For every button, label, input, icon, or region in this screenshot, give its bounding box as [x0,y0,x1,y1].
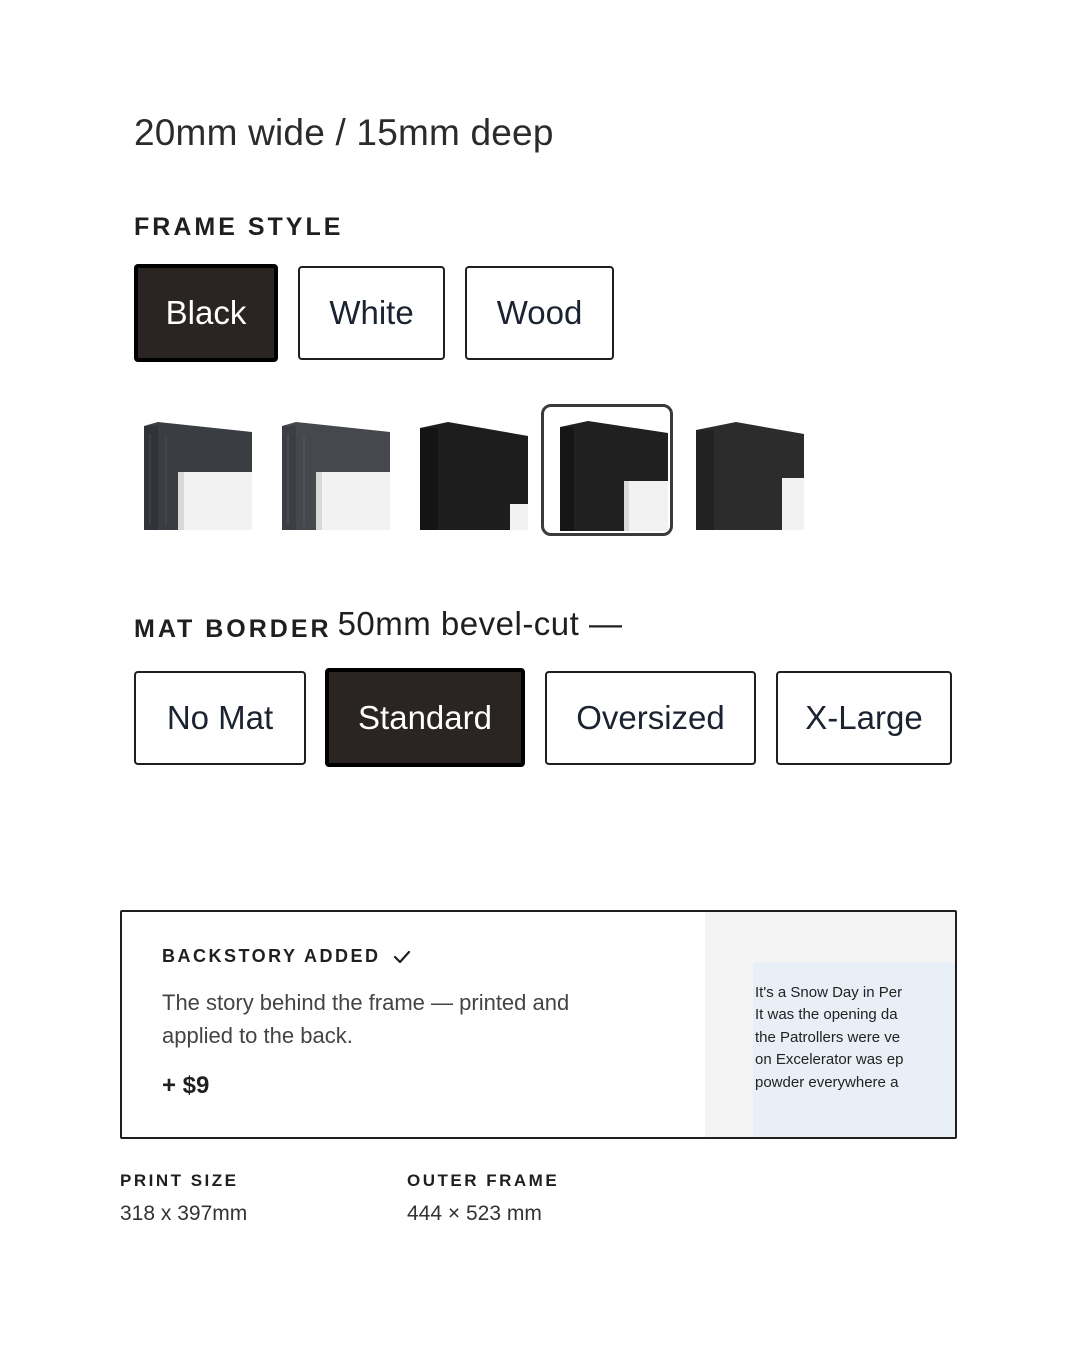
frame-thumbnail-4[interactable] [541,404,673,536]
frame-style-label: FRAME STYLE [134,213,344,241]
frame-corner-swatch [414,404,546,536]
preview-line: the Patrollers were ve [755,1028,901,1046]
frame-style-white-button[interactable]: White [298,266,445,360]
backstory-preview-text [755,982,925,1094]
mat-border-label [134,607,623,645]
frame-thumbnail-5[interactable] [690,404,822,536]
frame-thumbnail-list [134,404,834,538]
checkmark-icon [393,950,411,964]
mat-border-size: 50mm bevel-cut — [337,605,623,642]
backstory-title [162,946,411,967]
preview-line: It's a Snow Day in Per [755,984,903,1001]
frame-corner-swatch [690,404,822,536]
backstory-preview [705,912,957,1139]
frame-thumbnail-1[interactable] [138,404,270,536]
preview-line: powder everywhere a [755,1073,899,1091]
preview-line: It was the opening da [755,1006,898,1024]
frame-corner-swatch [138,404,270,536]
print-size-value: 318 x 397mm [120,1202,248,1225]
outer-frame-value: 444 × 523 mm [407,1202,542,1225]
outer-frame-label: OUTER FRAME [407,1171,560,1190]
frame-corner-swatch [544,407,670,533]
frame-dimensions: 20mm wide / 15mm deep [134,112,554,153]
frame-style-black-button[interactable]: Black [134,264,278,362]
frame-thumbnail-2[interactable] [276,404,408,536]
mat-border-title: MAT BORDER [134,615,332,643]
mat-standard-button[interactable]: Standard [325,668,525,767]
backstory-price: + $9 [162,1072,210,1099]
print-size-label: PRINT SIZE [120,1171,239,1190]
frame-style-wood-button[interactable]: Wood [465,266,614,360]
frame-thumbnail-3[interactable] [414,404,546,536]
frame-corner-swatch [276,404,408,536]
backstory-description: The story behind the frame — printed and applied to the back. [162,990,570,1048]
mat-oversized-button[interactable]: Oversized [545,671,756,765]
mat-no-mat-button[interactable]: No Mat [134,671,306,765]
backstory-card[interactable] [120,910,957,1139]
backstory-title-text: BACKSTORY ADDED [162,946,381,966]
preview-line: on Excelerator was ep [755,1051,904,1069]
mat-x-large-button[interactable]: X-Large [776,671,952,765]
